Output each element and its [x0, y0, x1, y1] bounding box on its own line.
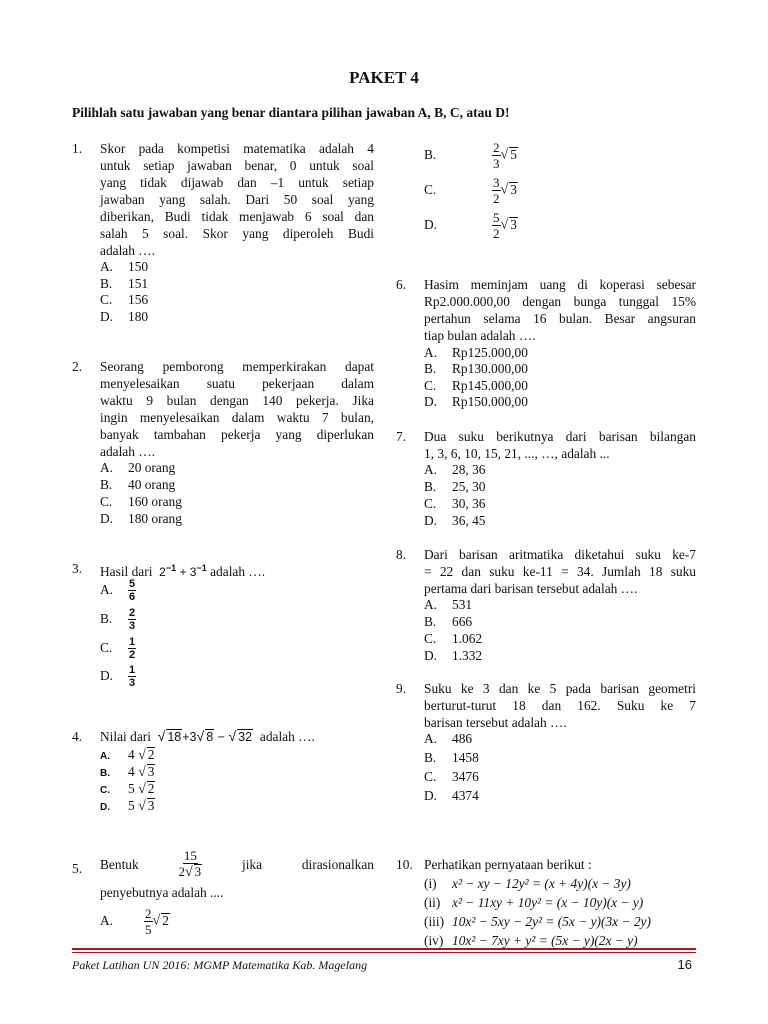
fraction: $\frac{3}{2}$ — [493, 175, 500, 206]
option-d: D. $\frac{1}{3}$ — [100, 664, 136, 689]
text-line: Suku ke 3 dan ke 5 pada barisan geometri — [424, 681, 696, 696]
statement-ii: (ii) x² − 11xy + 10y² = (x − 10y)(x − y) — [424, 895, 644, 910]
statement-iii: (iii) 10x² − 5xy − 2y² = (5x − y)(3x − 2y) — [424, 914, 651, 929]
footer-text: Paket Latihan UN 2016: MGMP Matematika Kab. Magelang — [72, 958, 368, 972]
fraction: $\frac{15}{2√ 3}$ — [178, 848, 202, 880]
question-number: 7. — [396, 429, 407, 444]
option-a: A. 20 orang — [100, 460, 176, 475]
fraction: $\frac{5}{6}$ — [129, 578, 136, 603]
text-line: berturut-turut 18 dan 162. Suku ke 7 — [424, 698, 696, 713]
option-c: C. 156 — [100, 292, 149, 307]
question-text: Nilai dari √ 18+3√ 8 − √ 32 adalah …. — [100, 728, 315, 744]
question-number: 3. — [72, 561, 83, 576]
option-c: C. 3476 — [424, 769, 479, 784]
option-c: C. 30, 36 — [424, 496, 486, 511]
option-d: D. 5 √ 3 — [100, 798, 155, 814]
text-line: yang tidak dijawab dan –1 untuk setiap — [100, 175, 374, 190]
question-number: 2. — [72, 359, 83, 374]
question-text — [424, 856, 592, 873]
option-a: A. 28, 36 — [424, 462, 486, 477]
text-line: Seorang pemborong memperkirakan dapat — [100, 359, 374, 374]
text-line: 1, 3, 6, 10, 15, 21, ..., …, adalah ... — [424, 446, 610, 461]
option-b: B. 40 orang — [100, 477, 176, 492]
text-line: Skor pada kompetisi matematika adalah 4 — [100, 141, 374, 156]
text-line: pertama dari barisan tersebut adalah …. — [424, 581, 638, 596]
option-b: B. $\frac{2}{3}$ — [100, 607, 136, 632]
math-expression: $2^{-1} + 3^{-1}$ — [159, 563, 207, 579]
question-number: 10. — [396, 857, 413, 872]
text-line: menyelesaikan suatu pekerjaan dalam — [100, 376, 374, 391]
footer-rule-thin — [72, 952, 696, 953]
option-d: D. $\frac{5}{2}$ √ 3 — [424, 210, 517, 241]
option-c: C. $\frac{3}{2}$ √ 3 — [424, 175, 517, 206]
question-text: Hasil dari $2^{-1} + 3^{-1}$ adalah …. — [100, 563, 266, 579]
text-line: Rp2.000.000,00 dengan bunga tunggal 15% — [424, 294, 696, 309]
text-line: ingin menyelesaikan dalam waktu 7 bulan, — [100, 410, 374, 425]
question-text — [100, 848, 374, 901]
statement-iv: (iv) 10x² − 7xy + y² = (5x − y)(2x − y) — [424, 933, 638, 948]
text-line: banyak tambahan pekerja yang diperlukan — [100, 427, 374, 442]
text-line: adalah …. — [100, 444, 156, 459]
text-line: Dari barisan aritmatika diketahui suku ke-7 — [424, 547, 696, 562]
text-line: untuk setiap jawaban benar, 0 untuk soal — [100, 158, 374, 173]
question-text — [424, 276, 696, 344]
option-c: C. 5 √ 2 — [100, 781, 155, 797]
text-line: waktu 9 bulan dengan 140 pekerja. Jika — [100, 393, 374, 408]
text-line: penyebutnya adalah .... — [100, 885, 224, 900]
option-c: C. $\frac{1}{2}$ — [100, 636, 136, 661]
text-line: adalah …. — [100, 243, 156, 258]
option-b: B. Rp130.000,00 — [424, 361, 528, 376]
option-b: B. 4 √ 3 — [100, 764, 155, 780]
page-number: 16 — [677, 957, 692, 972]
question-number: 5. — [72, 861, 83, 876]
fraction: $\frac{2}{5}$ — [145, 906, 152, 937]
fraction: $\frac{1}{3}$ — [129, 664, 136, 689]
text-line: = 22 dan suku ke-11 = 34. Jumlah 18 suku — [424, 564, 696, 579]
option-d: D. 36, 45 — [424, 513, 486, 528]
fraction: $\frac{2}{3}$ — [129, 607, 136, 632]
text-line: tiap bulan adalah …. — [424, 328, 536, 343]
text-line: pertahun selama 16 bulan. Besar angsuran — [424, 311, 696, 326]
question-number: 8. — [396, 547, 407, 562]
text-line: barisan tersebut adalah …. — [424, 715, 567, 730]
option-d: D. 180 — [100, 309, 149, 324]
fraction: $\frac{1}{2}$ — [129, 636, 136, 661]
option-d: D. 1.332 — [424, 648, 483, 663]
fraction: $\frac{2}{3}$ — [493, 140, 500, 171]
instruction: Pilihlah satu jawaban yang benar diantara pilihan jawaban A, B, C, atau D! — [72, 105, 510, 120]
question-number: 1. — [72, 141, 83, 156]
option-a: A. 531 — [424, 597, 473, 612]
text-line: salah 5 soal. Skor yang diperoleh Budi — [100, 226, 374, 241]
text-line: Perhatikan pernyataan berikut : — [424, 857, 592, 872]
option-b: B. $\frac{2}{3}$ √ 5 — [424, 140, 517, 171]
option-a: A. 150 — [100, 259, 149, 274]
text-line: diberikan, Budi tidak menjawab 6 soal dan — [100, 209, 374, 224]
option-a: A. $\frac{2}{5}$ √ 2 — [100, 906, 169, 937]
question-number: 9. — [396, 681, 407, 696]
option-a: A. $\frac{5}{6}$ — [100, 578, 136, 603]
text-line: jawaban yang salah. Dari 50 soal yang — [100, 192, 374, 207]
option-d: D. 4374 — [424, 788, 479, 803]
option-b: B. 1458 — [424, 750, 479, 765]
fraction: $\frac{5}{2}$ — [493, 210, 500, 241]
option-b: B. 666 — [424, 614, 473, 629]
option-c: C. Rp145.000,00 — [424, 378, 528, 393]
option-b: B. 151 — [100, 276, 149, 291]
option-d: D. Rp150.000,00 — [424, 394, 528, 409]
option-b: B. 25, 30 — [424, 479, 486, 494]
math-expression: √ 18+3√ 8 − √ 32 — [157, 728, 253, 744]
option-c: C. 160 orang — [100, 494, 182, 509]
page-title: PAKET 4 — [349, 68, 419, 87]
question-number: 4. — [72, 729, 83, 744]
question-text — [100, 358, 374, 460]
question-text — [100, 140, 374, 259]
question-number: 6. — [396, 277, 407, 292]
option-c: C. 1.062 — [424, 631, 483, 646]
option-a: A. 486 — [424, 731, 473, 746]
text-line: Bentuk $\frac{15}{2√ 3}$ jika dirasionalkan — [100, 848, 374, 880]
question-text — [424, 680, 696, 731]
option-d: D. 180 orang — [100, 511, 182, 526]
text-line: Hasim meminjam uang di koperasi sebesar — [424, 277, 696, 292]
option-a: A. 4 √ 2 — [100, 747, 155, 763]
footer-rule — [72, 948, 696, 950]
statement-i: (i) x² − xy − 12y² = (x + 4y)(x − 3y) — [424, 876, 631, 891]
text-line: Dua suku berikutnya dari barisan bilangan — [424, 429, 696, 444]
question-text — [424, 546, 696, 597]
option-a: A. Rp125.000,00 — [424, 345, 528, 360]
question-text — [424, 428, 696, 462]
